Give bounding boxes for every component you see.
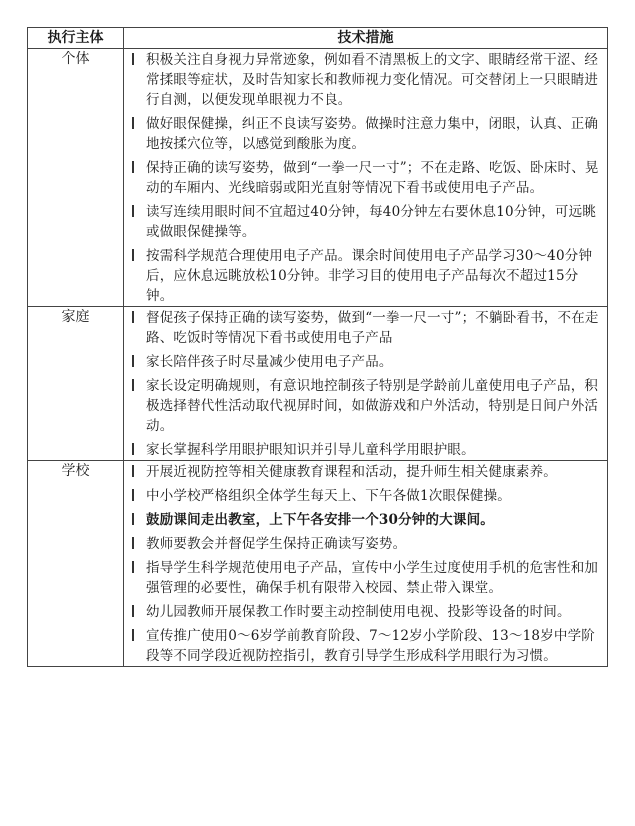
list-item [132,352,601,372]
item-text: 幼儿园教师开展保教工作时要主动控制使用电视、投影等设备的时间。 [146,604,571,620]
header-subject: 执行主体 [28,28,124,49]
measures-cell [124,461,608,667]
bullet-marker [132,465,134,477]
list-item [132,246,601,306]
item-text: 督促孩子保持正确的读写姿势，做到“一拳一尺一寸”；不躺卧看书，不在走路、吃饭时等情况下看书或使用电子产品 [146,310,599,346]
item-text: 保持正确的读写姿势，做到“一拳一尺一寸”；不在走路、吃饭、卧床时、晃动的车厢内、光线暗弱或阳光直射等情况下看书或使用电子产品。 [146,160,599,196]
measures-cell [124,49,608,307]
item-text: 教师要教会并督促学生保持正确读写姿势。 [146,536,407,552]
bullet-marker [132,605,134,617]
list-item [132,376,601,436]
item-text: 宣传推广使用0～6岁学前教育阶段、7～12岁小学阶段、13～18岁中学阶段等不同学段近视防控指引，教育引导学生形成科学用眼行为习惯。 [146,628,596,664]
item-text: 做好眼保健操，纠正不良读写姿势。做操时注意力集中，闭眼，认真、正确地按揉穴位等，以感觉到酸胀为度。 [146,116,599,152]
bullet-marker [132,489,134,501]
bullet-marker [132,379,134,391]
header-measures: 技术措施 [124,28,608,49]
item-text: 鼓励课间走出教室，上下午各安排一个30分钟的大课间。 [146,512,494,528]
bullet-marker [132,443,134,455]
item-text: 积极关注自身视力异常迹象，例如看不清黑板上的文字、眼睛经常干涩、经常揉眼等症状，及时告知家长和教师视力变化情况。可交替闭上一只眼睛进行自测，以便发现单眼视力不良。 [146,52,599,108]
measures-table [27,27,608,667]
list-item [132,602,601,622]
list-item [132,534,601,554]
subject-cell: 学校 [28,461,124,667]
bullet-marker [132,117,134,129]
list-item [132,462,601,482]
table-header-row [28,28,608,49]
item-text: 按需科学规范合理使用电子产品。课余时间使用电子产品学习30～40分钟后，应休息远眺放松10分钟。非学习目的使用电子产品每次不超过15分钟。 [146,248,593,304]
table-row-family [28,307,608,461]
list-item [132,510,601,530]
bullet-marker [132,537,134,549]
bullet-marker [132,205,134,217]
list-item [132,440,601,460]
item-text: 中小学校严格组织全体学生每天上、下午各做1次眼保健操。 [146,488,511,504]
list-item [132,50,601,110]
list-item [132,308,601,348]
subject-cell: 家庭 [28,307,124,461]
bullet-marker [132,355,134,367]
bullet-marker [132,311,134,323]
bullet-marker [132,629,134,641]
bullet-marker [132,561,134,573]
item-text: 指导学生科学规范使用电子产品，宣传中小学生过度使用手机的危害性和加强管理的必要性，确保手机有限带入校园、禁止带入课堂。 [146,560,599,596]
item-text: 家长设定明确规则，有意识地控制孩子特别是学龄前儿童使用电子产品，积极选择替代性活动取代视屏时间，如做游戏和户外活动，特别是日间户外活动。 [146,378,599,434]
item-text: 家长陪伴孩子时尽量减少使用电子产品。 [146,354,393,370]
table-row-individual [28,49,608,307]
bullet-marker [132,53,134,65]
item-text: 读写连续用眼时间不宜超过40分钟，每40分钟左右要休息10分钟，可远眺或做眼保健操等。 [146,204,597,240]
bullet-marker [132,249,134,261]
measures-cell [124,307,608,461]
list-item [132,626,601,666]
list-item [132,486,601,506]
item-text: 开展近视防控等相关健康教育课程和活动，提升师生相关健康素养。 [146,464,557,480]
list-item [132,114,601,154]
list-item [132,158,601,198]
bullet-marker [132,513,134,525]
list-item [132,202,601,242]
item-text: 家长掌握科学用眼护眼知识并引导儿童科学用眼护眼。 [146,442,475,458]
bullet-marker [132,161,134,173]
table-row-school [28,461,608,667]
list-item [132,558,601,598]
subject-cell: 个体 [28,49,124,307]
